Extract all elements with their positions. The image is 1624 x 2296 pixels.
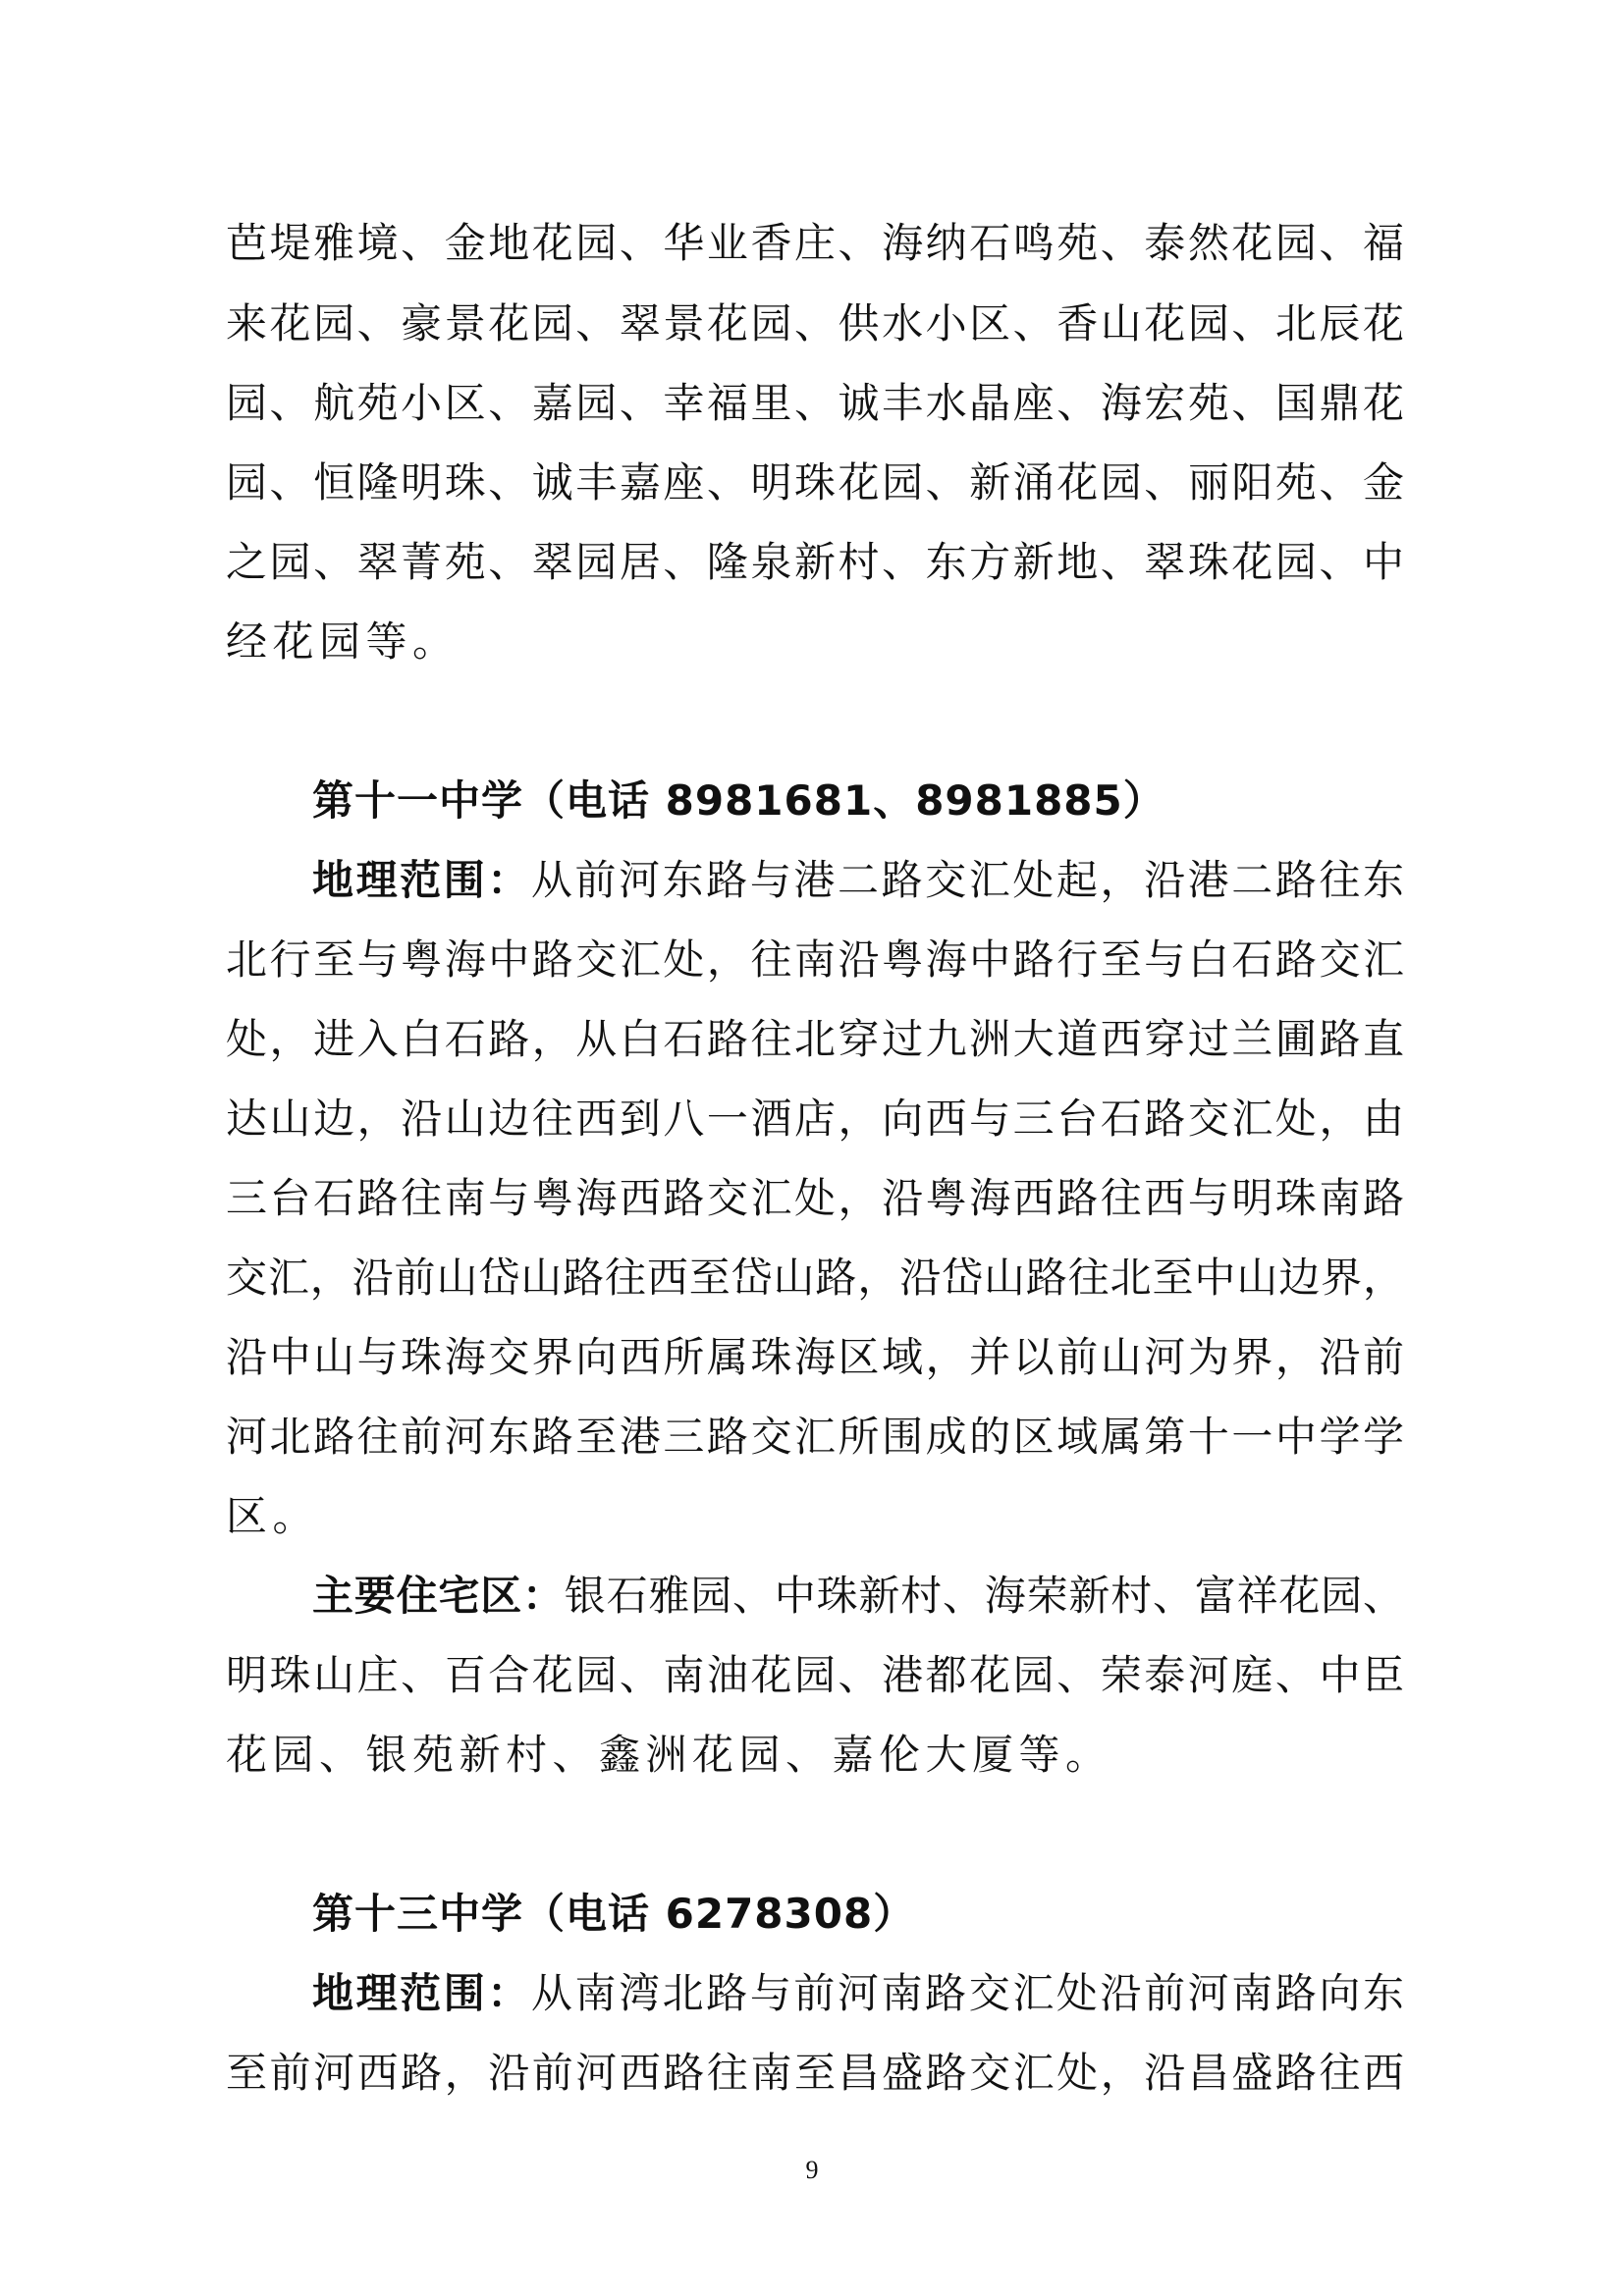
section-heading: 第十三中学（电话 6278308） [312,1890,916,1938]
geo-range-label: 地理范围： [312,856,531,904]
text-line: 处，进入白石路，从白石路往北穿过九洲大道西穿过兰圃路直 [226,1015,1404,1063]
text-line: 芭堤雅境、金地花园、华业香庄、海纳石鸣苑、泰然花园、福 [226,219,1404,267]
text-line: 北行至与粤海中路交汇处，往南沿粤海中路行至与白石路交汇 [226,935,1404,984]
text-line: 交汇，沿前山岱山路往西至岱山路，沿岱山路往北至中山边界， [226,1254,1404,1302]
text-line: 花园、银苑新村、鑫洲花园、嘉伦大厦等。 [226,1731,1112,1779]
text-line: 园、航苑小区、嘉园、幸福里、诚丰水晶座、海宏苑、国鼎花 [226,379,1404,427]
paragraph-first-line [312,1572,1404,1621]
paragraph-first-line [312,856,1404,905]
text-line: 河北路往前河东路至港三路交汇所围成的区域属第十一中学学 [226,1413,1404,1461]
text-line: 沿中山与珠海交界向西所属珠海区域，并以前山河为界，沿前 [226,1333,1404,1381]
text-line: 之园、翠菁苑、翠园居、隆泉新村、东方新地、翠珠花园、中 [226,538,1404,586]
text-line: 来花园、豪景花园、翠景花园、供水小区、香山花园、北辰花 [226,299,1404,347]
text-line: 至前河西路，沿前河西路往南至昌盛路交汇处，沿昌盛路往西 [226,2049,1404,2097]
section-heading: 第十一中学（电话 8981681、8981885） [312,776,1165,825]
geo-range-text: 从前河东路与港二路交汇处起，沿港二路往东 [530,856,1404,904]
geo-range-label: 地理范围： [312,1969,531,2017]
text-line: 三台石路往南与粤海西路交汇处，沿粤海西路往西与明珠南路 [226,1174,1404,1222]
page-number: 9 [805,2156,819,2184]
text-line: 经花园等。 [226,617,460,666]
text-line: 区。 [226,1492,320,1540]
text-line: 达山边，沿山边往西到八一酒店，向西与三台石路交汇处，由 [226,1095,1404,1143]
text-line: 园、恒隆明珠、诚丰嘉座、明珠花园、新涌花园、丽阳苑、金 [226,458,1404,507]
geo-range-text: 从南湾北路与前河南路交汇处沿前河南路向东 [530,1969,1404,2017]
residential-label: 主要住宅区： [312,1572,565,1620]
residential-text: 银石雅园、中珠新村、海荣新村、富祥花园、 [564,1572,1404,1620]
text-line: 明珠山庄、百合花园、南油花园、港都花园、荣泰河庭、中臣 [226,1651,1404,1699]
paragraph-first-line [312,1969,1404,2018]
